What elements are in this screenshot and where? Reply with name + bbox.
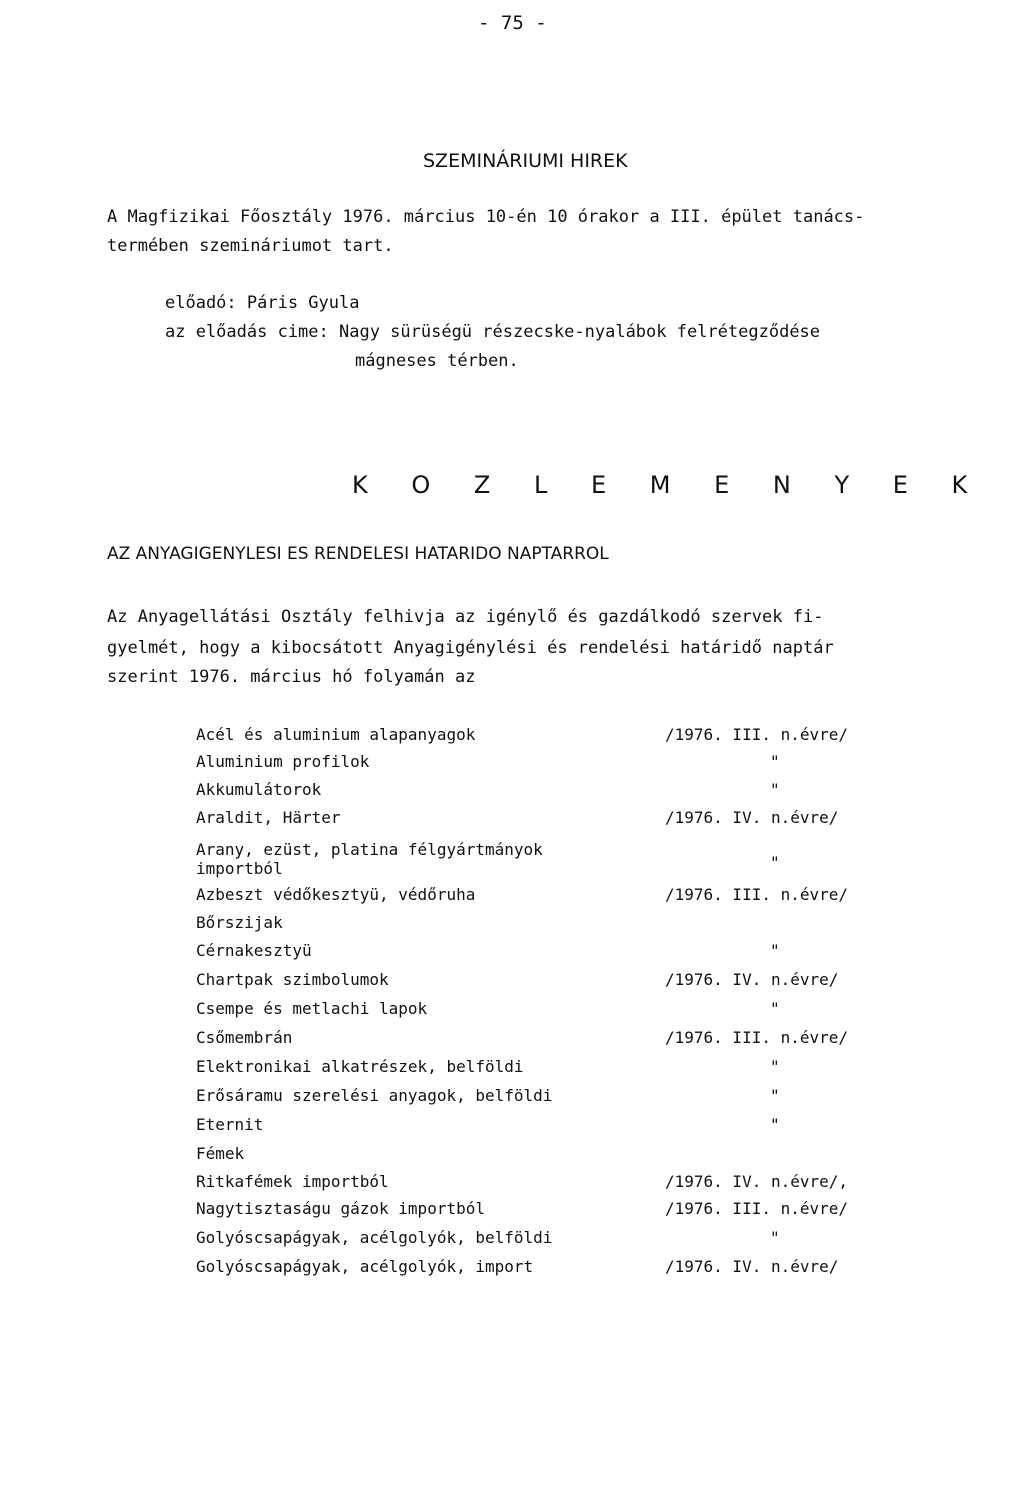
list-item-name: Acél és aluminium alapanyagok <box>196 725 476 744</box>
seminar-lecture-title: az előadás cime: Nagy sürüségü részecske-nyalábok felrétegződése <box>165 322 821 342</box>
list-item-ditto: " <box>770 1228 780 1247</box>
seminar-lecture-title-cont: mágneses térben. <box>355 351 519 371</box>
list-item-name: Erősáramu szerelési anyagok, belföldi <box>196 1086 553 1105</box>
list-item-name: Cérnakesztyü <box>196 941 312 960</box>
list-item-name: Azbeszt védőkesztyü, védőruha <box>196 885 476 904</box>
list-item-name: Eternit <box>196 1115 264 1134</box>
list-item-name: Fémek <box>196 1144 245 1163</box>
list-item-ditto: " <box>770 999 780 1018</box>
list-item-name: Csempe és metlachi lapok <box>196 999 428 1018</box>
seminar-speaker: előadó: Páris Gyula <box>165 293 360 313</box>
list-item-name: Araldit, Härter <box>196 808 341 827</box>
list-item-ditto: " <box>770 752 780 771</box>
list-item-name: Golyóscsapágyak, acélgolyók, import <box>196 1257 534 1276</box>
list-item-ditto: " <box>770 1057 780 1076</box>
list-item-deadline: /1976. IV. n.évre/, <box>665 1172 849 1191</box>
announcement-text-line: Az Anyagellátási Osztály felhivja az igénylő és gazdálkodó szervek fi- <box>107 607 824 627</box>
list-item-name: Bőrszijak <box>196 913 283 932</box>
list-item-name: Golyóscsapágyak, acélgolyók, belföldi <box>196 1228 553 1247</box>
list-item-deadline: /1976. III. n.évre/ <box>665 885 849 904</box>
list-item-deadline: /1976. IV. n.évre/ <box>665 970 839 989</box>
list-item-name: Ritkafémek importból <box>196 1172 389 1191</box>
list-item-ditto: " <box>770 1086 780 1105</box>
list-item-deadline: /1976. IV. n.évre/ <box>665 808 839 827</box>
list-item-ditto: " <box>770 853 780 872</box>
list-item-name: Csőmembrán <box>196 1028 293 1047</box>
list-item-name: Aluminium profilok <box>196 752 370 771</box>
announcement-text-line: gyelmét, hogy a kibocsátott Anyagigénylési és rendelési határidő naptár <box>107 638 834 658</box>
list-item-name: Nagytisztaságu gázok importból <box>196 1199 485 1218</box>
seminar-title: SZEMINÁRIUMI HIREK <box>423 150 628 172</box>
seminar-text-line: termében szemináriumot tart. <box>107 236 394 256</box>
list-item-deadline: /1976. III. n.évre/ <box>665 1199 849 1218</box>
list-item-name: Arany, ezüst, platina félgyártmányok importból <box>196 840 543 878</box>
list-item-deadline: /1976. III. n.évre/ <box>665 725 849 744</box>
list-item-name: Akkumulátorok <box>196 780 322 799</box>
seminar-text-line: A Magfizikai Főosztály 1976. március 10-én 10 órakor a III. épület tanács- <box>107 207 865 227</box>
list-item-name: Chartpak szimbolumok <box>196 970 389 989</box>
list-item-name: Elektronikai alkatrészek, belföldi <box>196 1057 524 1076</box>
list-item-deadline: /1976. III. n.évre/ <box>665 1028 849 1047</box>
list-item-ditto: " <box>770 780 780 799</box>
list-item-ditto: " <box>770 941 780 960</box>
announcement-text-line: szerint 1976. március hó folyamán az <box>107 667 476 687</box>
announcements-subheading: AZ ANYAGIGENYLESI ES RENDELESI HATARIDO NAPTARROL <box>107 544 609 564</box>
announcements-heading: K O Z L E M E N Y E K <box>352 471 986 499</box>
page-number: - 75 - <box>478 12 547 34</box>
list-item-ditto: " <box>770 1115 780 1134</box>
list-item-deadline: /1976. IV. n.évre/ <box>665 1257 839 1276</box>
